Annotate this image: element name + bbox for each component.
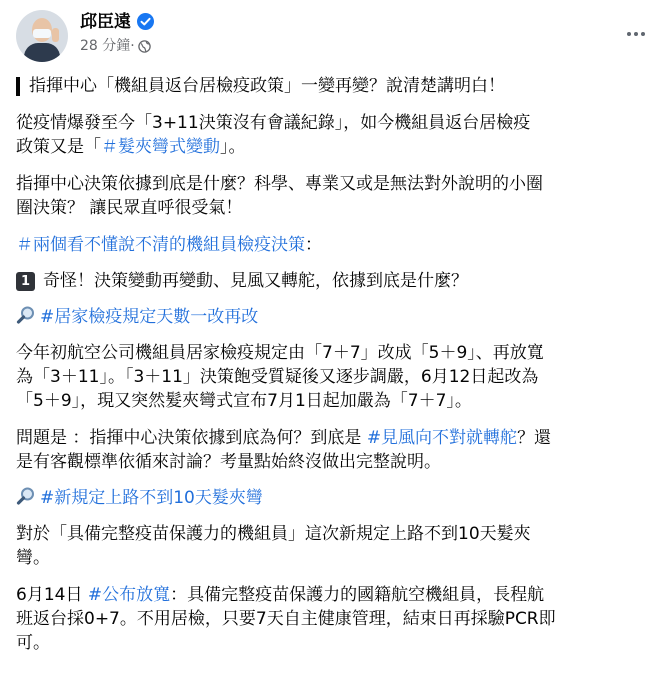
p3-after: ： (305, 235, 322, 255)
hashtag-two-decisions[interactable]: ＃兩個看不懂說不清的機組員檢疫決策 (16, 235, 305, 255)
hashtag-hair-clip-policy[interactable]: ＃髮夾彎式變動 (101, 137, 220, 157)
paragraph-2 (16, 172, 648, 220)
hashtag-quarantine-days[interactable]: #居家檢疫規定天數一改再改 (40, 307, 259, 327)
p1-line-c: 」。 (220, 137, 246, 157)
magnifier-icon (16, 305, 36, 325)
p7-line-c: 是有客觀標準依循來討論？考量點始終沒做出完整說明。 (16, 452, 441, 472)
hashtag-wind-turning[interactable]: #見風向不對就轉舵 (366, 428, 518, 448)
quote-bar (16, 77, 20, 96)
p1-line-a: 從疫情爆發至今「3+11決策沒有會議紀錄」，如今機組員返台居檢疫 (16, 113, 531, 133)
post-title-text: 指揮中心「機組員返台居檢疫政策」一變再變？說清楚講明白！ (29, 76, 505, 96)
post-timestamp[interactable]: 28 分鐘 (80, 38, 131, 54)
more-options-icon[interactable] (624, 22, 648, 46)
p2-line-b: 圈決策？ 讓民眾直呼很受氣！ (16, 198, 243, 218)
post-header (16, 10, 652, 66)
p10-line-a: 6月14日 (16, 585, 88, 605)
paragraph-7 (16, 426, 648, 474)
verified-badge-icon (137, 13, 154, 30)
magnifier-icon (16, 486, 36, 506)
avatar-mask (33, 29, 51, 38)
meta-separator: · (130, 38, 135, 54)
p4-text: 奇怪！決策變動再變動、見風又轉舵，依據到底是什麼？ (43, 271, 468, 291)
paragraph-5 (16, 305, 648, 329)
avatar-hand (52, 28, 59, 42)
p1-line-b: 政策又是「 (16, 137, 101, 157)
author-avatar[interactable] (16, 10, 68, 62)
globe-icon[interactable] (138, 40, 151, 53)
paragraph-3 (16, 233, 648, 257)
author-name[interactable]: 邱臣遠 (80, 12, 131, 32)
post-meta (80, 37, 151, 55)
post-body (16, 74, 648, 668)
p6-line-a: 今年初航空公司機組員居家檢疫規定由「7＋7」改成「5＋9」、再放寬 (16, 343, 544, 363)
paragraph-9 (16, 522, 648, 570)
p10-line-d: 可。 (16, 633, 50, 653)
paragraph-10 (16, 583, 648, 655)
p6-line-b: 為「3＋11」。「3＋11」決策飽受質疑後又逐步調嚴，6月12日起改為 (16, 367, 539, 387)
avatar-body (24, 43, 60, 62)
keycap-one-icon: 1 (16, 272, 35, 291)
post-title (16, 74, 648, 98)
p9-line-a: 對於「具備完整疫苗保護力的機組員」這次新規定上路不到10天髮夾 (16, 524, 531, 544)
hashtag-new-rule[interactable]: #新規定上路不到10天髮夾彎 (40, 488, 263, 508)
p7-line-a: 問題是 ：指揮中心決策依據到底為何？到底是 (16, 428, 367, 448)
p9-line-b: 彎。 (16, 548, 50, 568)
p10-line-c: 班返台採0+7。不用居檢，只要7天自主健康管理，結束日再採驗PCR即 (16, 609, 556, 629)
p6-line-c: 「5＋9」，現又突然髮夾彎式宣布7月1日起加嚴為「7＋7」。 (16, 391, 472, 411)
p2-line-a: 指揮中心決策依據到底是什麼？科學、專業又或是無法對外說明的小圈 (16, 174, 543, 194)
paragraph-4 (16, 269, 648, 293)
p7-line-b: ？還 (517, 428, 552, 448)
paragraph-6 (16, 341, 648, 413)
hashtag-relaxation[interactable]: #公布放寬 (87, 585, 171, 605)
author-name-link[interactable] (80, 11, 154, 33)
p10-line-b: ：具備完整疫苗保護力的國籍航空機組員，長程航 (170, 585, 545, 605)
paragraph-1 (16, 111, 648, 159)
paragraph-8 (16, 486, 648, 510)
